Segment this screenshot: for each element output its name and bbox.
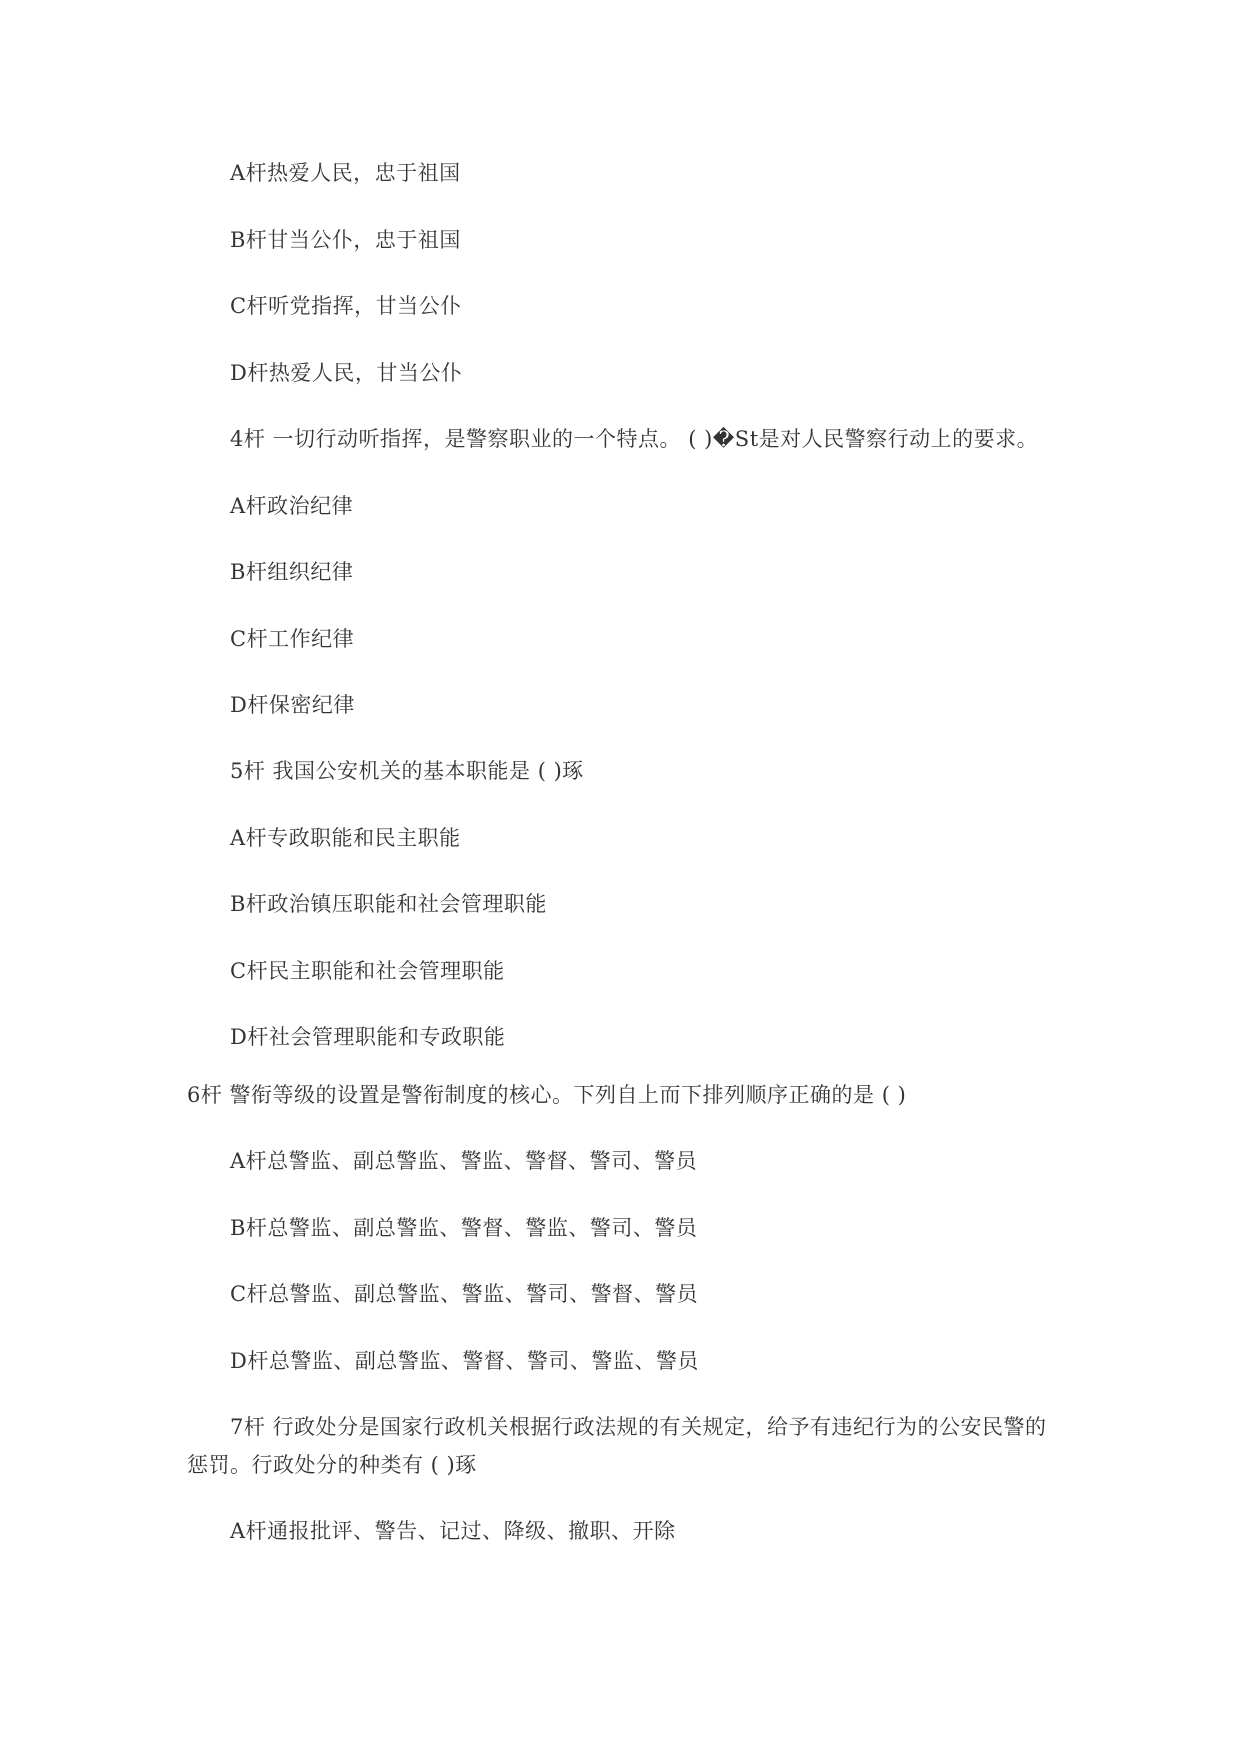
- q7-option-a: A杆通报批评、警告、记过、降级、撤职、开除: [230, 1519, 676, 1543]
- q3-option-b: B杆甘当公仆，忠于祖国: [230, 228, 461, 252]
- q5-option-d: D杆社会管理职能和专政职能: [230, 1025, 506, 1049]
- q4-option-c: C杆工作纪律: [230, 627, 355, 651]
- q5-option-a: A杆专政职能和民主职能: [230, 826, 461, 850]
- q5-question: 5杆 我国公安机关的基本职能是 ( )琢: [230, 759, 584, 783]
- q4-option-b: B杆组织纪律: [230, 560, 354, 584]
- q6-question: 6杆 警衔等级的设置是警衔制度的核心。下列自上而下排列顺序正确的是 ( ): [187, 1083, 907, 1107]
- q6-option-c: C杆总警监、副总警监、警监、警司、警督、警员: [230, 1282, 699, 1306]
- q4-option-a: A杆政治纪律: [230, 494, 354, 518]
- q5-option-c: C杆民主职能和社会管理职能: [230, 959, 505, 983]
- q3-option-d: D杆热爱人民，甘当公仆: [230, 361, 463, 385]
- q7-question-line2: 惩罚。行政处分的种类有 ( )琢: [187, 1453, 477, 1477]
- q6-option-d: D杆总警监、副总警监、警督、警司、警监、警员: [230, 1349, 699, 1373]
- q7-question-line1: 7杆 行政处分是国家行政机关根据行政法规的有关规定，给予有违纪行为的公安民警的: [230, 1415, 1047, 1439]
- q5-option-b: B杆政治镇压职能和社会管理职能: [230, 892, 547, 916]
- q6-option-b: B杆总警监、副总警监、警督、警监、警司、警员: [230, 1216, 698, 1240]
- q3-option-c: C杆听党指挥，甘当公仆: [230, 294, 462, 318]
- q4-question: 4杆 一切行动听指挥，是警察职业的一个特点。 ( )�St是对人民警察行动上的要求。: [230, 427, 1039, 451]
- q3-option-a: A杆热爱人民，忠于祖国: [230, 161, 461, 185]
- q6-option-a: A杆总警监、副总警监、警监、警督、警司、警员: [230, 1149, 698, 1173]
- q4-option-d: D杆保密纪律: [230, 693, 355, 717]
